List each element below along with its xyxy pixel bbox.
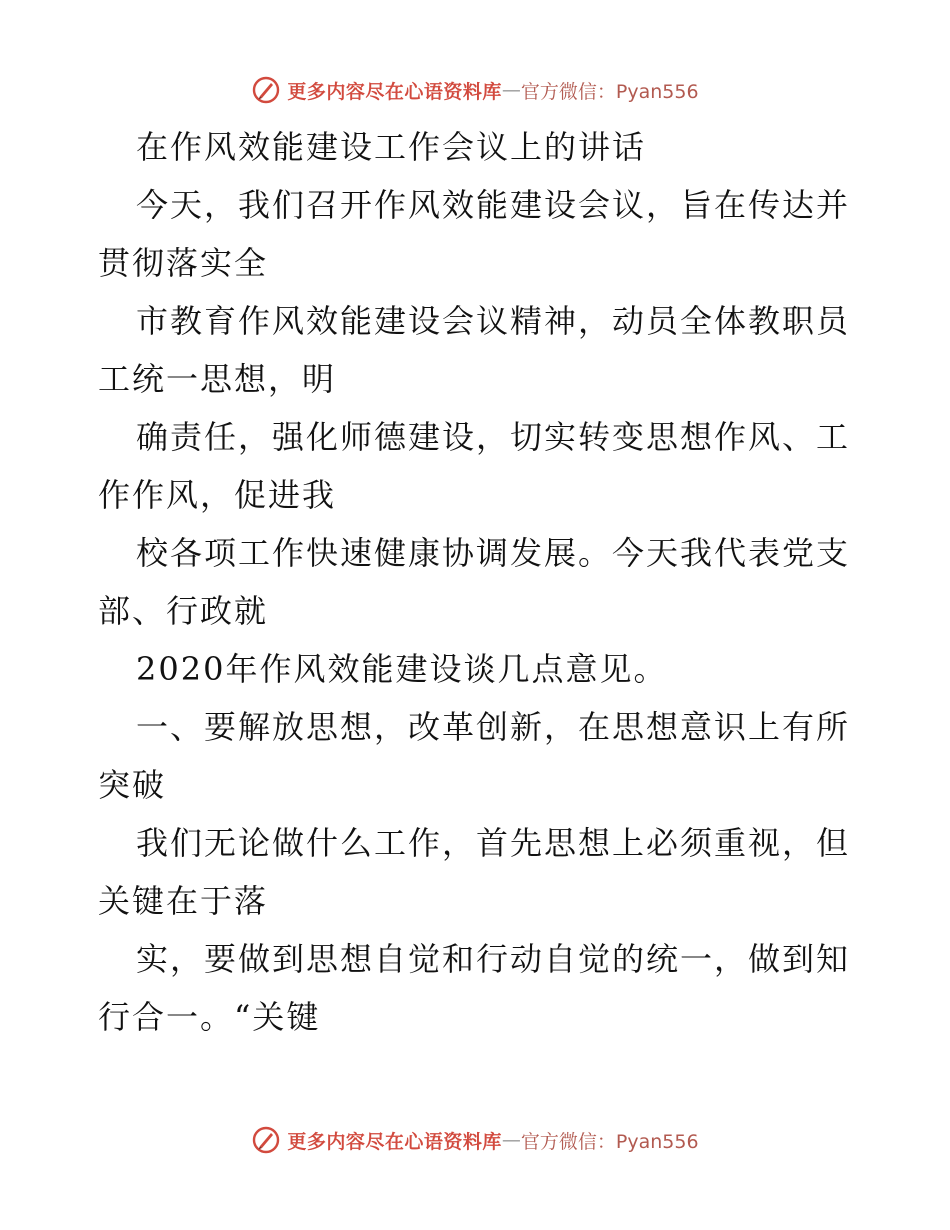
footer-watermark-banner xyxy=(0,1120,950,1160)
banner-wechat-id: 官方微信：Pyan556 xyxy=(520,80,699,103)
header-watermark-banner xyxy=(0,70,950,110)
text-line: 部、行政就 xyxy=(98,592,269,630)
text-line: 突破 xyxy=(98,766,167,804)
banner-text: 更多内容尽在心语资料库 xyxy=(287,1130,502,1153)
text-line: 我们无论做什么工作，首先思想上必须重视，但 xyxy=(136,824,851,862)
text-line: 市教育作风效能建设会议精神，动员全体教职员 xyxy=(136,302,851,340)
text-line: 工统一思想，明 xyxy=(98,360,337,398)
banner-dash: — xyxy=(501,1129,521,1151)
document-title: 在作风效能建设工作会议上的讲话 xyxy=(136,128,647,166)
text-line: 今天，我们召开作风效能建设会议，旨在传达并 xyxy=(136,186,851,224)
text-line: 校各项工作快速健康协调发展。今天我代表党支 xyxy=(136,534,851,572)
document-body xyxy=(98,118,858,1046)
banner-text: 更多内容尽在心语资料库 xyxy=(287,80,502,103)
text-line: 作作风，促进我 xyxy=(98,476,337,514)
text-line: 贯彻落实全 xyxy=(98,244,269,282)
text-line: 实，要做到思想自觉和行动自觉的统一，做到知 xyxy=(136,940,851,978)
quill-pen-logo-icon xyxy=(251,75,281,105)
banner-dash: — xyxy=(501,79,521,101)
text-line: 行合一。“关键 xyxy=(98,998,321,1036)
text-line: 确责任，强化师德建设，切实转变思想作风、工 xyxy=(136,418,851,456)
text-line: 关键在于落 xyxy=(98,882,269,920)
banner-wechat-id: 官方微信：Pyan556 xyxy=(520,1130,699,1153)
quill-pen-logo-icon xyxy=(251,1125,281,1155)
section-heading: 一、要解放思想，改革创新，在思想意识上有所 xyxy=(136,708,851,746)
text-line: 2020年作风效能建设谈几点意见。 xyxy=(136,650,668,688)
